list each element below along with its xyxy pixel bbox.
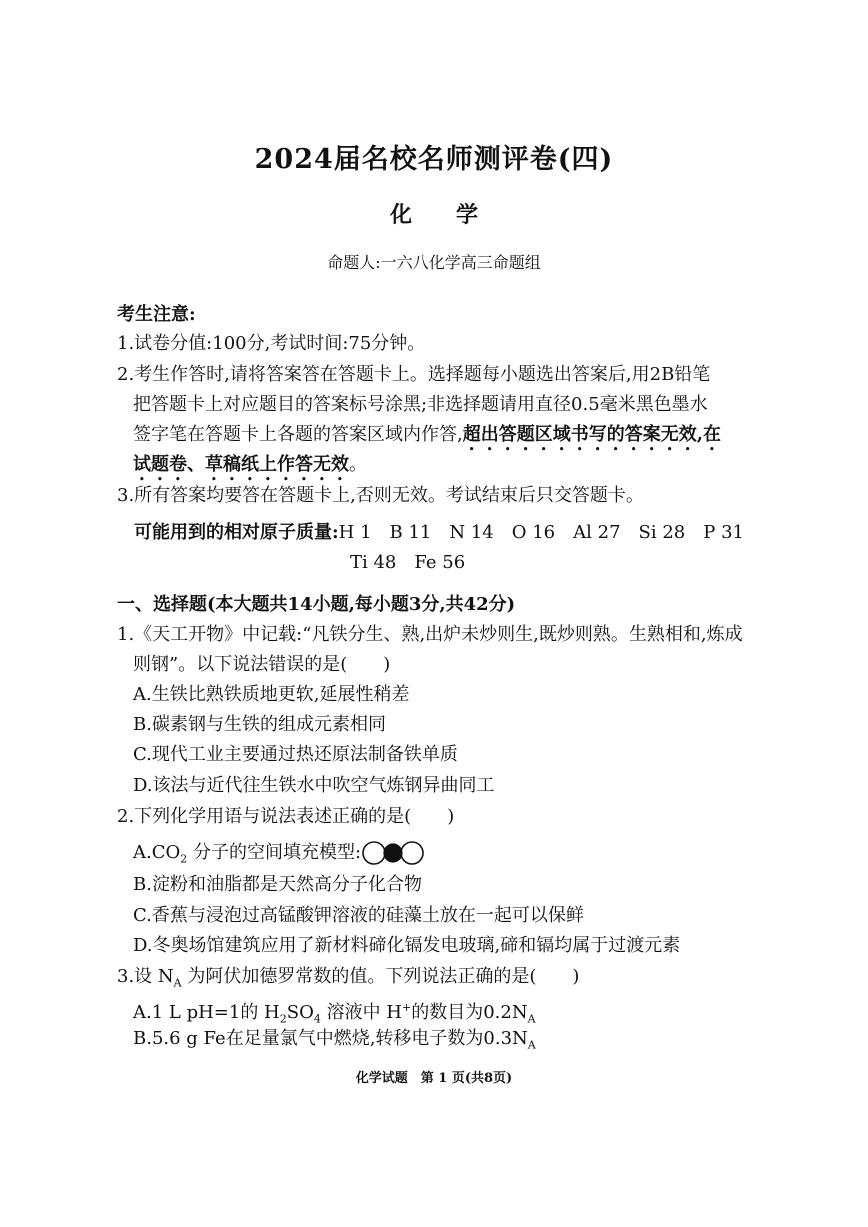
question-3-option-b [133, 1024, 536, 1061]
q3a-sub-1: 2 [279, 1012, 287, 1026]
notice-item-2-line-4 [133, 450, 367, 485]
q3a-sub-3: A [527, 1012, 536, 1026]
q3a-text-2: SO [286, 1002, 314, 1023]
notice-normal-text: 签字笔在答题卡上各题的答案区域内作答, [133, 424, 463, 445]
notice-item-2-line-1: 2.考生作答时,请将答案答在答题卡上。选择题每小题选出答案后,用2B铅笔 [117, 364, 711, 385]
q3a-text-3: 溶液中 H [320, 1002, 402, 1023]
q3-stem-end: 为阿伏加德罗常数的值。下列说法正确的是( ) [181, 966, 580, 987]
question-1-option-c: C.现代工业主要通过热还原法制备铁单质 [133, 744, 458, 765]
page-footer: 化学试题 第 1 页(共8页) [355, 1071, 513, 1086]
atomic-mass-line-1 [134, 518, 744, 548]
co2-space-filling-model-icon [361, 840, 425, 866]
question-1-option-b: B.碳素钢与生铁的组成元素相同 [133, 714, 386, 735]
notice-item-1: 1.试卷分值:100分,考试时间:75分钟。 [117, 333, 426, 354]
question-2-stem: 2.下列化学用语与说法表述正确的是( ) [117, 806, 455, 827]
q3a-sub-2: 4 [313, 1012, 321, 1026]
atomic-mass-line-2: Ti 48 Fe 56 [350, 552, 466, 573]
atomic-mass-values-1: H 1 B 11 N 14 O 16 Al 27 Si 28 P 31 [338, 522, 744, 543]
option-a-text-start: A.CO [133, 842, 181, 863]
question-2-option-b: B.淀粉和油脂都是天然高分子化合物 [133, 874, 422, 895]
question-1-option-a: A.生铁比熟铁质地更软,延展性稍差 [133, 684, 410, 705]
subject-title: 化 学 [389, 202, 478, 228]
q3a-text-1: A.1 L pH=1的 H [133, 1002, 280, 1023]
notice-item-2-line-2: 把答题卡上对应题目的答案标号涂黑;非选择题请用直径0.5毫米黑色墨水 [133, 394, 708, 415]
notice-emphasis-text-2: 试题卷、草稿纸上作答无效 [133, 454, 349, 475]
option-a-text-end: 分子的空间填充模型: [187, 842, 362, 863]
exam-title: 2024届名校名师测评卷(四) [254, 144, 614, 175]
q3a-text-4: 的数目为0.2N [411, 1002, 528, 1023]
notice-heading: 考生注意: [117, 304, 196, 325]
section-heading: 一、选择题(本大题共14小题,每小题3分,共42分) [117, 594, 516, 615]
question-1-stem-line-1: 1.《天工开物》中记载:“凡铁分生、熟,出炉未炒则生,既炒则熟。生熟相和,炼成 [117, 624, 743, 645]
question-2-option-c: C.香蕉与浸泡过高锰酸钾溶液的硅藻土放在一起可以保鲜 [133, 905, 584, 926]
q3b-sub: A [527, 1038, 536, 1052]
question-1-option-d: D.该法与近代往生铁水中吹空气炼钢异曲同工 [133, 775, 495, 796]
notice-end-punct: 。 [349, 454, 367, 475]
q3-stem-subscript: A [173, 976, 182, 990]
notice-emphasis-text: 超出答题区域书写的答案无效,在 [462, 424, 721, 445]
author-line: 命题人:一六八化学高三命题组 [327, 253, 541, 272]
question-2-option-d: D.冬奥场馆建筑应用了新材料碲化镉发电玻璃,碲和镉均属于过渡元素 [133, 935, 681, 956]
question-1-stem-line-2: 则钢”。以下说法错误的是( ) [133, 654, 391, 675]
q3b-text: B.5.6 g Fe在足量氯气中燃烧,转移电子数为0.3N [133, 1028, 528, 1049]
q3a-sup: + [401, 1001, 412, 1014]
q3-stem-start: 3.设 N [117, 966, 174, 987]
atomic-mass-label: 可能用到的相对原子质量: [134, 522, 339, 543]
option-a-subscript: 2 [180, 852, 188, 866]
notice-item-3: 3.所有答案均要答在答题卡上,否则无效。考试结束后只交答题卡。 [117, 485, 644, 506]
